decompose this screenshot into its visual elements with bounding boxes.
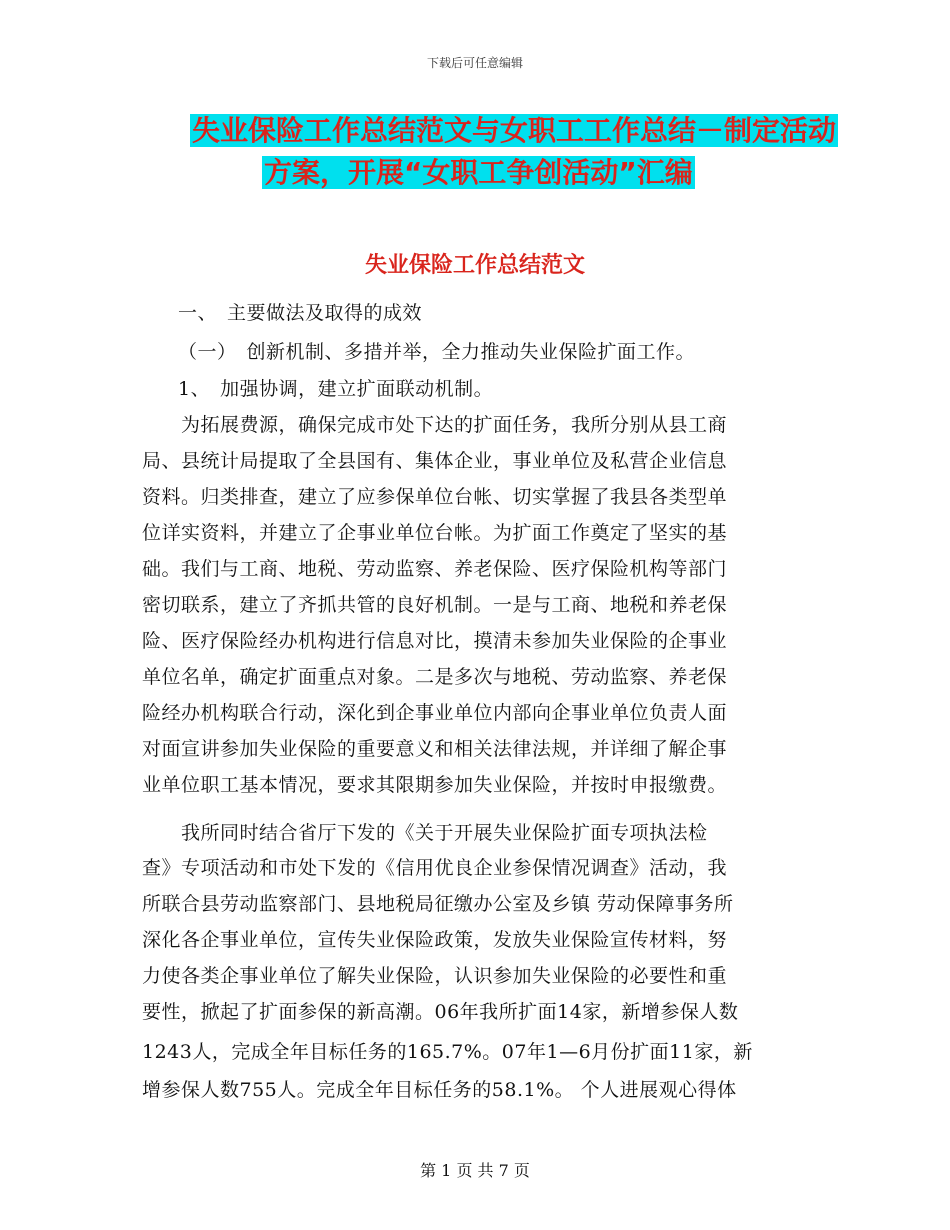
paragraph-line: 深化各企事业单位，宣传失业保险政策，发放失业保险宣传材料，努 (142, 929, 728, 951)
title-highlight-1: 失业保险工作总结范文与女职工工作总结－制定活动 (192, 114, 837, 147)
paragraph-line: 增参保人数755人。完成全年目标任务的58.1%。 个人进展观心得体 (142, 1079, 737, 1101)
paragraph-line: 1243人，完成全年目标任务的165.7%。07年1—6月份扩面11家，新 (142, 1041, 753, 1063)
paragraph-line: 为拓展费源，确保完成市处下达的扩面任务，我所分别从县工商 (142, 414, 728, 436)
paragraph-line: 险、医疗保险经办机构进行信息对比，摸清未参加失业保险的企事业 (142, 630, 728, 652)
paragraph-line: 对面宣讲参加失业保险的重要意义和相关法律法规，并详细了解企事 (142, 738, 728, 760)
page-header: 下载后可任意编辑 (426, 56, 523, 70)
document-title-line-1 (190, 110, 838, 152)
heading-1-1: （一） 创新机制、多措并举，全力推动失业保险扩面工作。 (178, 341, 696, 363)
paragraph-line: 密切联系，建立了齐抓共管的良好机制。一是与工商、地税和养老保 (142, 594, 728, 616)
heading-1-1-1: 1、 加强协调，建立扩面联动机制。 (178, 378, 494, 400)
paragraph-line: 要性，掀起了扩面参保的新高潮。06年我所扩面14家，新增参保人数 (142, 1001, 739, 1023)
document-title-line-2 (262, 152, 695, 194)
paragraph-line: 单位名单，确定扩面重点对象。二是多次与地税、劳动监察、养老保 (142, 666, 728, 688)
paragraph-line: 础。我们与工商、地税、劳动监察、养老保险、医疗保险机构等部门 (142, 558, 728, 580)
paragraph-line: 险经办机构联合行动，深化到企事业单位内部向企事业单位负责人面 (142, 702, 728, 724)
title-highlight-2: 方案，开展“女职工争创活动”汇编 (264, 156, 693, 189)
paragraph-line: 我所同时结合省厅下发的《关于开展失业保险扩面专项执法检 (142, 822, 708, 844)
heading-1: 一、 主要做法及取得的成效 (178, 302, 423, 324)
paragraph-line: 位详实资料，并建立了企事业单位台帐。为扩面工作奠定了坚实的基 (142, 522, 728, 544)
paragraph-line: 力使各类企事业单位了解失业保险，认识参加失业保险的必要性和重 (142, 965, 728, 987)
paragraph-line: 查》专项活动和市处下发的《信用优良企业参保情况调查》活动，我 (142, 857, 728, 879)
paragraph-line: 资料。归类排查，建立了应参保单位台帐、切实掌握了我县各类型单 (142, 486, 728, 508)
paragraph-line: 所联合县劳动监察部门、县地税局征缴办公室及乡镇 劳动保障事务所 (142, 893, 734, 915)
section-title: 失业保险工作总结范文 (364, 253, 585, 278)
page-footer: 第 1 页 共 7 页 (420, 1161, 530, 1180)
paragraph-line: 业单位职工基本情况，要求其限期参加失业保险，并按时申报缴费。 (142, 774, 728, 796)
paragraph-line: 局、县统计局提取了全县国有、集体企业，事业单位及私营企业信息 (142, 450, 728, 472)
